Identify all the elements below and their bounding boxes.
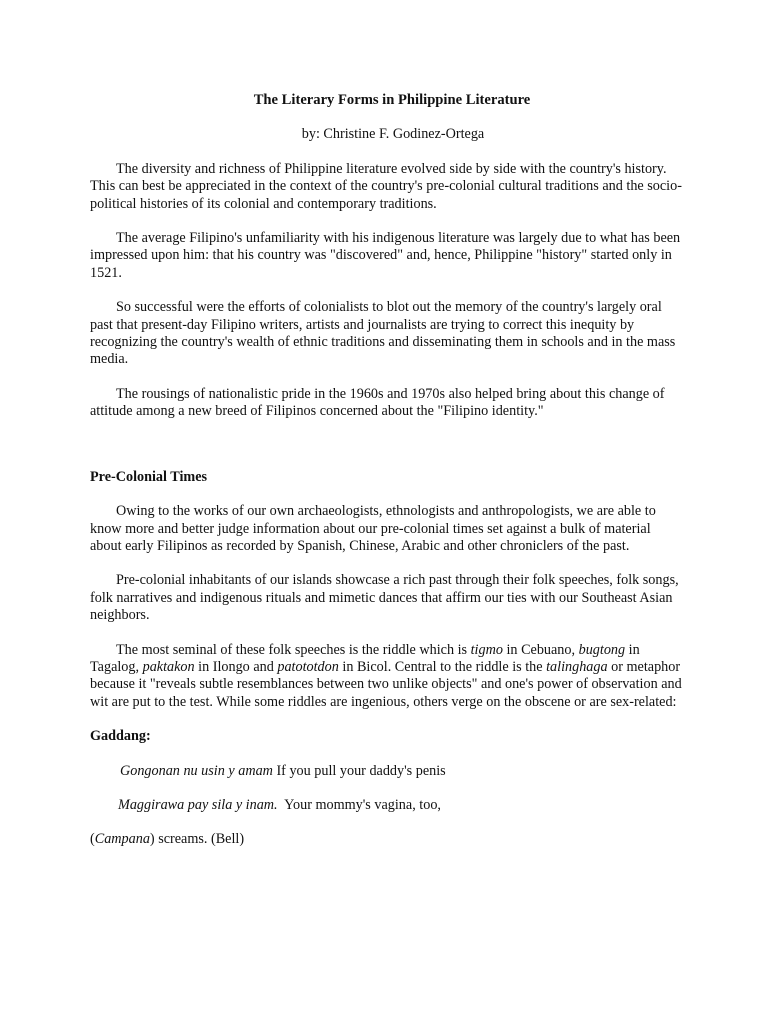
text-run: or metaphor because it "reveals subtle resemblances between two unlike objects" and one's power of observation and wit are put to the test. While some riddles are ingenious, others verge on the obscene or are sex-related: [90, 658, 682, 710]
verse-line-2 [90, 797, 682, 814]
document-title: The Literary Forms in Philippine Literature [253, 92, 531, 108]
verse-native-text: Maggirawa pay sila y inam. [118, 796, 278, 813]
verse-english-text: Your mommy's vagina, too, [277, 796, 441, 813]
intro-paragraph-2: The average Filipino's unfamiliarity with his indigenous literature was largely due to what has been impressed upon him: that his country was "discovered" and, hence, Philippine "history" started only in 1521. [90, 230, 681, 281]
italic-term-paktakon: paktakon [142, 658, 195, 675]
italic-term-bugtong: bugtong [578, 641, 626, 658]
italic-term-patototdon: patototdon [277, 658, 339, 675]
verse-english-text: ) screams. (Bell) [149, 831, 245, 848]
precolonial-paragraph-1: Owing to the works of our own archaeologists, ethnologists and anthropologists, we are able to know more and better judge information about our pre-colonial times set against a bulk of material about early Filipinos as recorded by Spanish, Chinese, Arabic and other chroniclers of the past. [90, 503, 656, 554]
text-run: in Bicol. Central to the riddle is the [338, 658, 547, 675]
verse-native-text: Campana [94, 831, 150, 848]
verse-native-text: Gongonan nu usin y amam [120, 762, 273, 779]
verse-paren-open: ( [90, 831, 95, 848]
text-run: in Cebuano, [502, 641, 579, 658]
precolonial-paragraph-2: Pre-colonial inhabitants of our islands showcase a rich past through their folk speeches, folk songs, folk narratives and indigenous rituals and mimetic dances that affirm our ties with our Southeast Asian neighbors. [90, 572, 679, 624]
text-run: in Ilongo and [194, 658, 278, 675]
section-heading-gaddang: Gaddang: [90, 728, 151, 745]
italic-term-talinghaga: talinghaga [546, 658, 608, 675]
document-byline: by: Christine F. Godinez-Ortega [301, 126, 485, 143]
verse-line-3 [90, 831, 682, 848]
verse-english-text: If you pull your daddy's penis [272, 762, 446, 779]
intro-paragraph-4: The rousings of nationalistic pride in the 1960s and 1970s also helped bring about this change of attitude among a new breed of Filipinos concerned about the "Filipino identity." [90, 385, 665, 420]
precolonial-paragraph-3 [90, 642, 682, 712]
intro-paragraph-3: So successful were the efforts of colonialists to blot out the memory of the country's largely oral past that present-day Filipino writers, artists and journalists are trying to correct this inequity by recognizing the country's wealth of ethnic traditions and disseminating them in schools and in the mass media. [90, 299, 676, 368]
section-heading-precolonial: Pre-Colonial Times [90, 468, 208, 485]
text-run: in Tagalog, [90, 641, 640, 675]
text-run: The most seminal of these folk speeches is the riddle which is [116, 641, 471, 658]
italic-term-tigmo: tigmo [470, 641, 503, 658]
intro-paragraph-1: The diversity and richness of Philippine literature evolved side by side with the country's history. This can best be appreciated in the context of the country's pre-colonial cultural traditions and the socio-political histories of its colonial and contemporary traditions. [90, 160, 682, 212]
verse-line-1 [90, 763, 682, 780]
